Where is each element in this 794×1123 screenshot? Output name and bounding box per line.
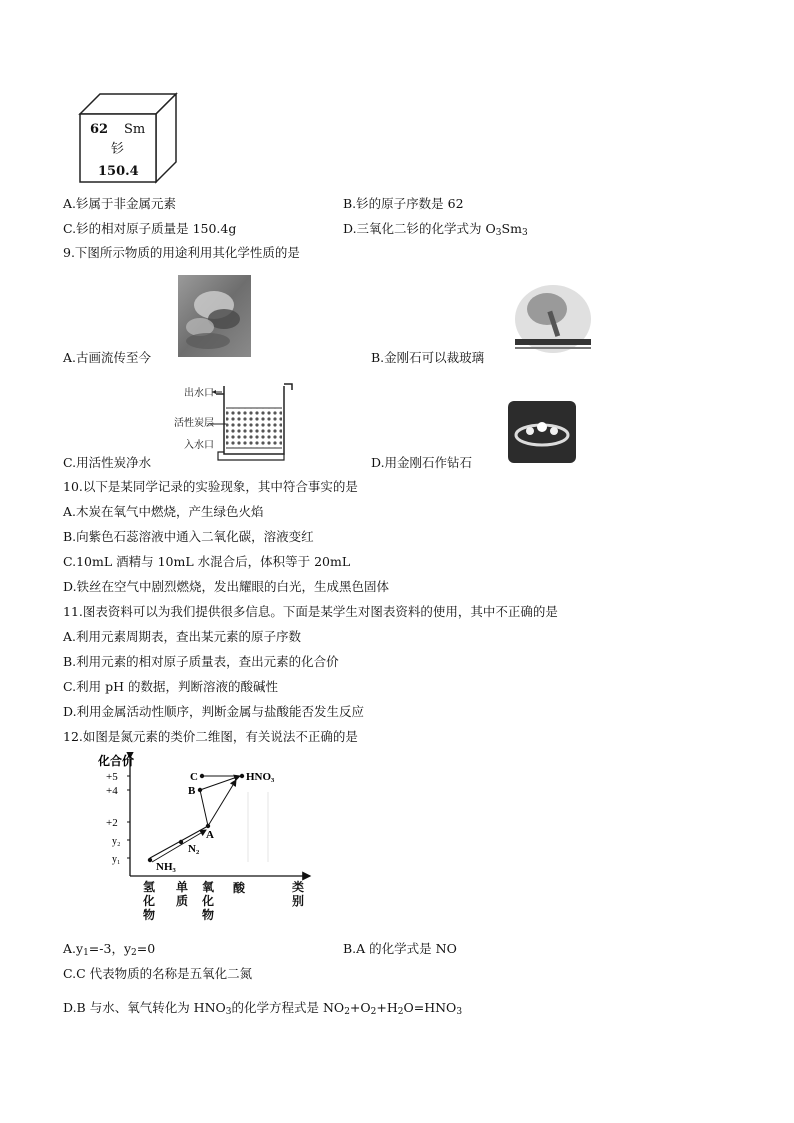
label-nh3: NH₃ [156, 861, 176, 873]
q8-option-c: C.钐的相对原子质量是 150.4g [63, 221, 237, 236]
point-b [198, 788, 202, 792]
x-cat-acid: 酸 [233, 881, 246, 895]
y-tick-y2: y₂ [112, 836, 121, 847]
q11-option-d: D.利用金属活动性顺序，判断金属与盐酸能否发生反应 [63, 704, 365, 719]
q10-option-c: C.10mL 酒精与 10mL 水混合后，体积等于 20mL [63, 554, 351, 569]
label-b: B [188, 785, 196, 797]
y-tick-plus2: +2 [106, 817, 118, 829]
y-axis-title: 化合价 [98, 754, 135, 768]
element-symbol: Sm [124, 122, 146, 137]
q9-option-a: A.古画流传至今 [63, 350, 152, 365]
x-cat-hydride: 氢化物 [143, 880, 156, 922]
q12-stem: 12.如图是氮元素的类价二维图，有关说法不正确的是 [63, 729, 358, 744]
glass-cutting-photo [509, 283, 591, 359]
q11-option-c: C.利用 pH 的数据，判断溶液的酸碱性 [63, 679, 278, 694]
point-hno3 [240, 774, 244, 778]
y-tick-plus4: +4 [106, 785, 118, 797]
label-n2: N₂ [188, 843, 200, 855]
point-n2 [179, 840, 183, 844]
q9-option-d: D.用金刚石作钻石 [371, 455, 473, 470]
q11-option-a: A.利用元素周期表，查出某元素的原子序数 [63, 629, 302, 644]
label-hno3: HNO₃ [246, 771, 275, 783]
q8-option-b: B.钐的原子序数是 62 [343, 196, 464, 211]
q12-option-c: C.C 代表物质的名称是五氧化二氮 [63, 966, 253, 981]
point-nh3 [148, 858, 152, 862]
point-c [200, 774, 204, 778]
element-atomic-number: 62 [90, 122, 109, 137]
q9-stem: 9.下图所示物质的用途利用其化学性质的是 [63, 245, 300, 260]
y-tick-plus5: +5 [106, 771, 118, 783]
x-axis-title: 类别 [292, 880, 305, 908]
q10-option-a: A.木炭在氧气中燃烧，产生绿色火焰 [63, 504, 264, 519]
filter-label-inlet: 入水口 [184, 440, 214, 451]
q8-option-a: A.钐属于非金属元素 [63, 196, 177, 211]
q10-stem: 10.以下是某同学记录的实验现象，其中符合事实的是 [63, 479, 358, 494]
filter-label-outlet: 出水口 [184, 388, 214, 399]
q9-option-c: C.用活性炭净水 [63, 455, 152, 470]
x-cat-element: 单质 [176, 880, 189, 908]
q10-option-d: D.铁丝在空气中剧烈燃烧，发出耀眼的白光，生成黑色固体 [63, 579, 390, 594]
q12-option-a: $A.y_1=-3$，$y_2=0$ [63, 941, 156, 958]
filter-label-carbon-layer: 活性炭层 [174, 418, 214, 429]
q11-stem: 11.图表资料可以为我们提供很多信息。下面是某学生对图表资料的使用，其中不正确的是 [63, 604, 558, 619]
q11-option-b: B.利用元素的相对原子质量表，查出元素的化合价 [63, 654, 339, 669]
label-c: C [190, 771, 198, 783]
y-tick-y1: y₁ [112, 854, 121, 865]
point-a [206, 824, 210, 828]
q8-option-d: D.三氧化二钐的化学式为 $O_3Sm_3$ [343, 221, 528, 238]
ancient-painting-photo [178, 275, 251, 357]
q10-option-b: B.向紫色石蕊溶液中通入二氧化碳，溶液变红 [63, 529, 314, 544]
label-a: A [206, 829, 214, 841]
diamond-ring-photo [508, 401, 576, 463]
q9-option-b: B.金刚石可以裁玻璃 [371, 350, 485, 365]
element-mass: 150.4 [98, 164, 139, 179]
element-name: 钐 [111, 142, 125, 157]
x-cat-oxide: 氧化物 [202, 880, 215, 922]
q12-option-b: B.A 的化学式是 NO [343, 941, 457, 956]
q12-option-d: D.B 与水、氧气转化为 $HNO_3$的化学方程式是 $NO_2+O_2+H_2O=HNO_3$ [63, 1000, 463, 1017]
